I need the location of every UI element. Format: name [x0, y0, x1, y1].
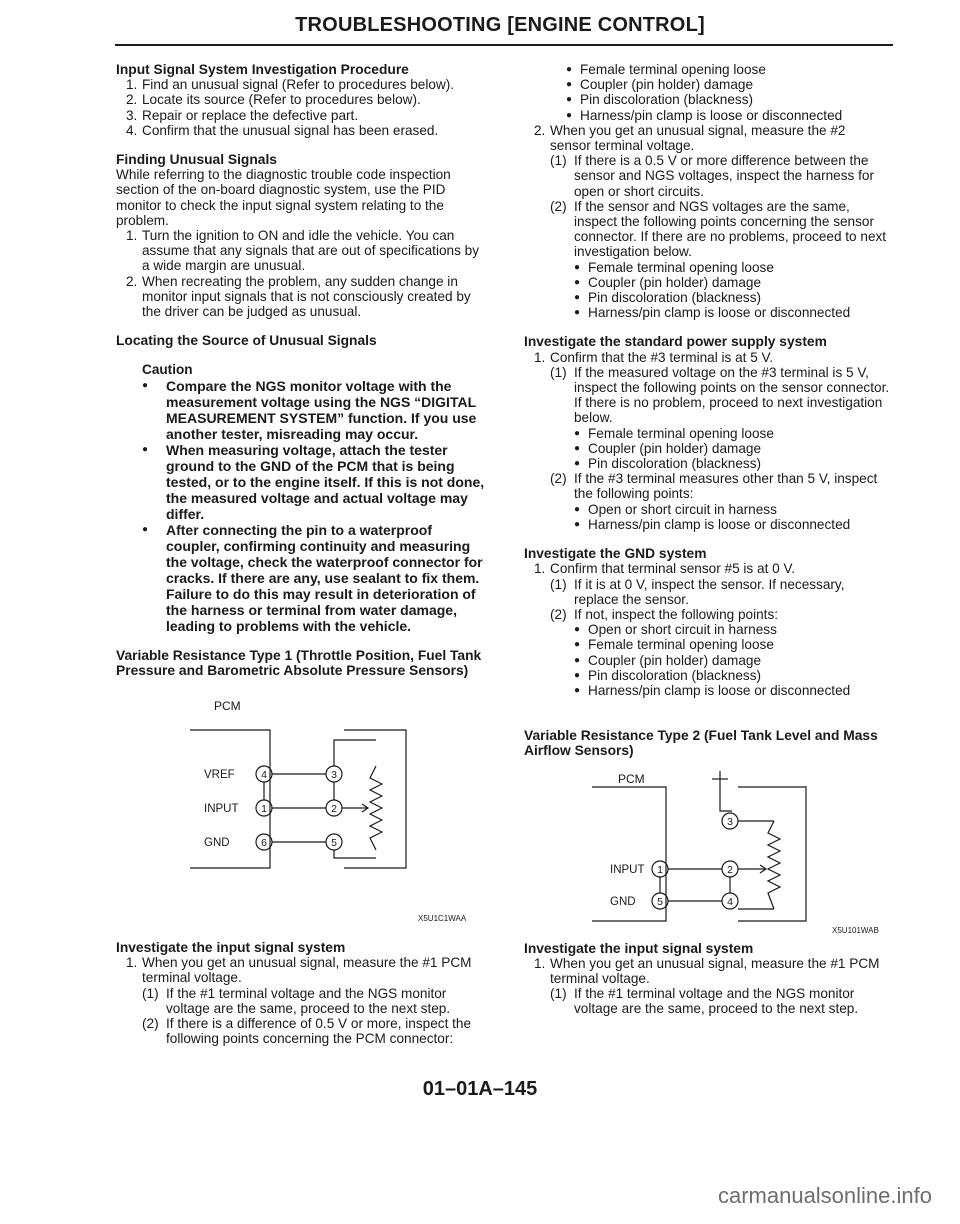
- supply-lead: [720, 787, 732, 811]
- check-item: [524, 108, 890, 123]
- gnd-label: GND: [204, 837, 230, 850]
- input-substep: [116, 986, 488, 1016]
- check-item: [524, 637, 890, 652]
- substep-number: (2): [550, 471, 567, 487]
- bullet-icon: ●: [574, 624, 581, 636]
- section-heading-investigate-input-signal-2: Investigate the input signal system: [524, 940, 754, 956]
- title-rule: [115, 44, 893, 46]
- step-text: When you get an unusual signal, measure the #2 sensor terminal voltage.: [550, 122, 846, 154]
- check-item: [524, 653, 890, 668]
- check-text: Female terminal opening loose: [588, 425, 774, 441]
- page-title: TROUBLESHOOTING [ENGINE CONTROL]: [295, 14, 705, 36]
- vref-label: VREF: [204, 769, 235, 782]
- procedure-step: [116, 77, 488, 92]
- check-item: [524, 517, 890, 532]
- section-heading-power-supply: Investigate the standard power supply system: [524, 334, 827, 350]
- check-text: Female terminal opening loose: [588, 259, 774, 275]
- page-number: 01–01A–145: [422, 1078, 538, 1100]
- substep-number: (1): [550, 986, 567, 1002]
- check-text: Open or short circuit in harness: [588, 622, 777, 638]
- check-item: [524, 426, 890, 441]
- check-text: Pin discoloration (blackness): [580, 92, 754, 108]
- section-heading-input-signal-procedure: Input Signal System Investigation Procedure: [116, 62, 409, 77]
- check-item: [524, 62, 890, 77]
- finding-intro: While referring to the diagnostic trouble code inspection section of the on-board diagnostic system, use the PID monitor to check the input signal system relating to the problem.: [116, 167, 451, 228]
- finding-step: [116, 228, 488, 274]
- input-step: [116, 955, 488, 985]
- check-text: Female terminal opening loose: [588, 637, 774, 653]
- sensor-pin-number-vref: 3: [331, 769, 337, 782]
- bullet-icon: ●: [574, 458, 581, 470]
- watermark-text: carmanualsonline.info: [717, 1183, 932, 1208]
- figure-code: X5U101WAB: [832, 925, 879, 935]
- step-number: 3.: [126, 107, 138, 123]
- sensor-pin-number-input: 2: [727, 863, 733, 876]
- gnd-label: GND: [610, 895, 636, 908]
- substep-number: (1): [550, 364, 567, 380]
- input-label: INPUT: [204, 803, 239, 816]
- substep-text: If it is at 0 V, inspect the sensor. If necessary, replace the sensor.: [574, 576, 845, 607]
- procedure-step: [116, 123, 488, 138]
- sensor-top-lead: [334, 740, 376, 766]
- caution-text: Compare the NGS monitor voltage with the measurement voltage using the NGS “DIGITAL MEASUREMENT SYSTEM” function. If you use another tester, misreading may occur.: [166, 377, 477, 442]
- substep-text: If not, inspect the following points:: [574, 606, 779, 622]
- bullet-icon: ●: [142, 523, 149, 535]
- sensor-check-list: [524, 260, 890, 321]
- bullet-icon: ●: [142, 443, 149, 455]
- pin-number-gnd: 5: [657, 895, 663, 908]
- check-item: [524, 683, 890, 698]
- input-substep: [524, 199, 890, 260]
- step-text: Confirm that terminal sensor #5 is at 0 V.: [550, 561, 796, 577]
- input-label: INPUT: [610, 863, 645, 876]
- sensor-pin-number-input: 2: [331, 803, 337, 816]
- check-text: Pin discoloration (blackness): [588, 456, 762, 472]
- step-number: 1.: [534, 955, 546, 971]
- check-text: Harness/pin clamp is loose or disconnected: [588, 516, 851, 532]
- step-number: 1.: [534, 349, 546, 365]
- substep-text: If there is a difference of 0.5 V or more, inspect the following points concerning the PCM connector:: [166, 1016, 472, 1047]
- caution-text: After connecting the pin to a waterproof coupler, confirming continuity and measuring the voltage, check the waterproof connector for cracks. If there are any, use sealant to fix them. Failure to do this may result in deterioration of the harness or terminal from water damage, leading to problems with the vehicle.: [166, 521, 483, 634]
- substep-number: (1): [142, 985, 159, 1001]
- bullet-icon: ●: [566, 94, 573, 106]
- figure-code: X5U1C1WAA: [418, 914, 467, 924]
- step-number: 1.: [534, 561, 546, 577]
- step-number: 2.: [126, 273, 138, 289]
- bullet-icon: ●: [566, 109, 573, 121]
- bullet-icon: ●: [574, 307, 581, 319]
- sensor-box-outline: [738, 787, 806, 921]
- substep-text: If the #3 terminal measures other than 5 V, inspect the following points:: [574, 471, 878, 502]
- section-heading-finding-unusual-signals: Finding Unusual Signals: [116, 152, 277, 168]
- check-item: [524, 305, 890, 320]
- potentiometer-resistor: [370, 766, 382, 850]
- sensor-pin-number-top: 3: [727, 815, 733, 828]
- bullet-icon: ●: [574, 654, 581, 666]
- connector-check-list: [524, 62, 890, 123]
- substep-number: (2): [550, 606, 567, 622]
- step-text: Locate its source (Refer to procedures below).: [142, 92, 421, 108]
- step-number: 4.: [126, 122, 138, 138]
- step-number: 1.: [126, 77, 138, 93]
- substep-text: If there is a 0.5 V or more difference between the sensor and NGS voltages, inspect the harness for open or short circuits.: [574, 153, 874, 199]
- bullet-icon: ●: [566, 64, 573, 75]
- check-text: Female terminal opening loose: [580, 62, 766, 77]
- check-text: Harness/pin clamp is loose or disconnected: [588, 682, 851, 698]
- wiring-diagram-type-2-svg: [524, 759, 890, 935]
- check-item: [524, 290, 890, 305]
- step-number: 2.: [534, 122, 546, 138]
- bullet-icon: ●: [574, 503, 581, 515]
- step-text: When you get an unusual signal, measure the #1 PCM terminal voltage.: [142, 955, 472, 986]
- step-text: Turn the ignition to ON and idle the vehicle. You can assume that any signals that are out of specifications by a wide margin are unusual.: [142, 228, 480, 274]
- step-number: 1.: [126, 228, 138, 244]
- bullet-icon: ●: [574, 684, 581, 696]
- caution-title: Caution: [142, 362, 193, 378]
- power-substep: [524, 365, 890, 426]
- pin-number-input: 1: [261, 803, 267, 816]
- check-item: [524, 260, 890, 275]
- caution-text: When measuring voltage, attach the tester ground to the GND of the PCM that is being tested, or to the engine itself. If this is not done, the measured voltage and actual voltage may differ.: [166, 441, 485, 522]
- power-check-list-2: [524, 502, 890, 532]
- caution-list: [116, 378, 488, 634]
- check-item: [524, 441, 890, 456]
- check-item: [524, 275, 890, 290]
- procedure-step: [116, 92, 488, 107]
- step-number: 1.: [126, 955, 138, 971]
- finding-steps: [116, 228, 488, 319]
- substep-number: (1): [550, 576, 567, 592]
- procedure-steps: [116, 77, 488, 138]
- check-item: [524, 668, 890, 683]
- gnd-step: [524, 561, 890, 576]
- bullet-icon: ●: [574, 261, 581, 273]
- section-heading-variable-resistance-type-2: Variable Resistance Type 2 (Fuel Tank Level and Mass Airflow Sensors): [524, 728, 878, 759]
- pin-number-input: 1: [657, 863, 663, 876]
- step-text: Repair or replace the defective part.: [142, 107, 359, 123]
- input-substep: [524, 986, 890, 1016]
- substep-text: If the sensor and NGS voltages are the same, inspect the following points concerning the sensor connector. If there are no problems, proceed to next investigation below.: [574, 198, 887, 260]
- check-item: [524, 77, 890, 92]
- check-text: Open or short circuit in harness: [588, 501, 777, 517]
- substep-number: (2): [550, 198, 567, 214]
- substep-text: If the #1 terminal voltage and the NGS monitor voltage are the same, proceed to the next step.: [574, 986, 859, 1017]
- procedure-step: [116, 108, 488, 123]
- wiring-diagram-type-2: [524, 759, 890, 935]
- bullet-icon: ●: [574, 442, 581, 454]
- substep-number: (1): [550, 153, 567, 169]
- section-heading-locating-source: Locating the Source of Unusual Signals: [116, 333, 377, 349]
- input-substep: [116, 1016, 488, 1046]
- input-step: [524, 956, 890, 986]
- sensor-bot-lead: [334, 850, 376, 858]
- power-check-list: [524, 426, 890, 472]
- bullet-icon: ●: [574, 639, 581, 651]
- check-text: Pin discoloration (blackness): [588, 290, 762, 306]
- step-text: Confirm that the #3 terminal is at 5 V.: [550, 349, 774, 365]
- caution-item: [116, 378, 488, 442]
- check-text: Harness/pin clamp is loose or disconnected: [588, 305, 851, 321]
- gnd-substep: [524, 607, 890, 622]
- finding-step: [116, 274, 488, 320]
- power-substep: [524, 471, 890, 501]
- pin-number-vref: 4: [261, 769, 267, 782]
- caution-item: [116, 522, 488, 634]
- check-text: Harness/pin clamp is loose or disconnected: [580, 107, 843, 123]
- wiring-diagram-type-1-svg: [116, 678, 488, 940]
- input-substep: [524, 153, 890, 199]
- bullet-icon: ●: [574, 292, 581, 304]
- input-step: [524, 123, 890, 153]
- sensor-pin-number-gnd: 4: [727, 895, 733, 908]
- pcm-label: PCM: [214, 699, 241, 714]
- pcm-label: PCM: [618, 771, 645, 786]
- bullet-icon: ●: [142, 379, 149, 391]
- step-text: Confirm that the unusual signal has been erased.: [142, 122, 439, 138]
- check-text: Coupler (pin holder) damage: [580, 77, 754, 93]
- substep-number: (2): [142, 1016, 159, 1032]
- substep-text: If the measured voltage on the #3 terminal is 5 V, inspect the following points on the sensor connector. If there is no problem, proceed to next investigation below.: [574, 364, 890, 426]
- check-item: [524, 502, 890, 517]
- step-text: When recreating the problem, any sudden change in monitor input signals that is not consciously created by the driver can be judged as unusual.: [142, 273, 471, 320]
- check-text: Coupler (pin holder) damage: [588, 274, 762, 290]
- step-text: When you get an unusual signal, measure the #1 PCM terminal voltage.: [550, 955, 880, 986]
- step-text: Find an unusual signal (Refer to procedures below).: [142, 77, 455, 93]
- check-item: [524, 622, 890, 637]
- gnd-check-list: [524, 622, 890, 698]
- pin-number-gnd: 6: [261, 837, 267, 850]
- section-heading-investigate-input-signal: Investigate the input signal system: [116, 940, 346, 956]
- check-text: Coupler (pin holder) damage: [588, 440, 762, 456]
- right-column: [524, 62, 890, 1017]
- wiring-diagram-type-1: [116, 678, 488, 940]
- left-column: [116, 62, 488, 1046]
- power-step: [524, 350, 890, 365]
- section-heading-variable-resistance-type-1: Variable Resistance Type 1 (Throttle Position, Fuel Tank Pressure and Barometric Absolute Pressure Sensors): [116, 647, 482, 678]
- bullet-icon: ●: [574, 427, 581, 439]
- bullet-icon: ●: [574, 669, 581, 681]
- check-text: Pin discoloration (blackness): [588, 667, 762, 683]
- sensor-pin-number-gnd: 5: [331, 837, 337, 850]
- bullet-icon: ●: [566, 79, 573, 91]
- step-number: 2.: [126, 92, 138, 108]
- bullet-icon: ●: [574, 518, 581, 530]
- substep-text: If the #1 terminal voltage and the NGS monitor voltage are the same, proceed to the next step.: [166, 985, 451, 1016]
- caution-item: [116, 442, 488, 522]
- section-heading-gnd-system: Investigate the GND system: [524, 546, 707, 562]
- check-item: [524, 456, 890, 471]
- check-item: [524, 92, 890, 107]
- gnd-substep: [524, 577, 890, 607]
- potentiometer-resistor: [768, 821, 780, 909]
- check-text: Coupler (pin holder) damage: [588, 652, 762, 668]
- bullet-icon: ●: [574, 276, 581, 288]
